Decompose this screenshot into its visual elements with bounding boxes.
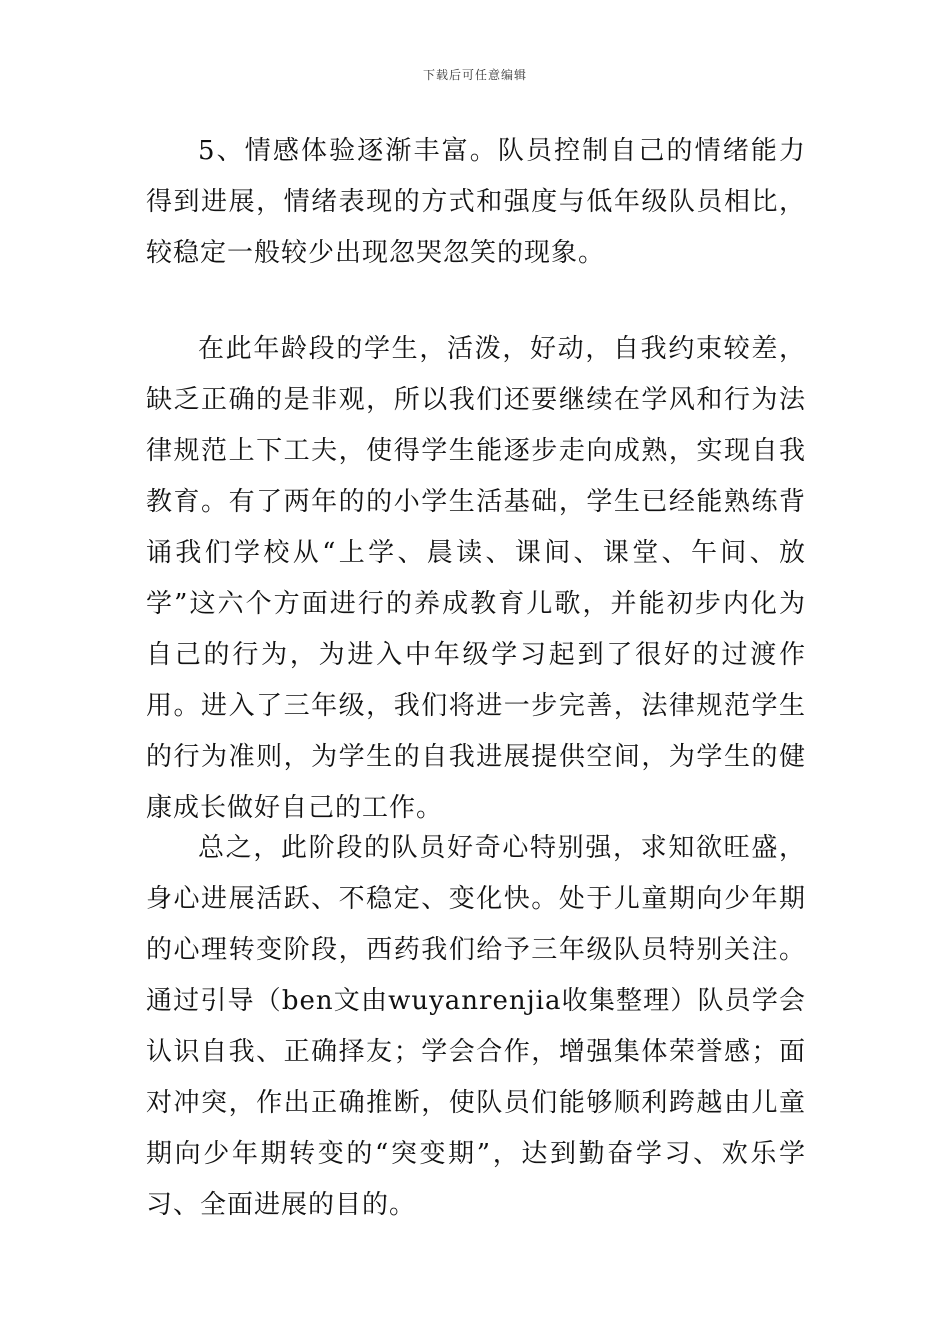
- paragraph-emotional-development: 5、情感体验逐渐丰富。队员控制自己的情绪能力得到进展，情绪表现的方式和强度与低年级队员相比，较稳定一般较少出现忽哭忽笑的现象。: [146, 136, 806, 268]
- paragraph-student-behavior: 在此年龄段的学生，活泼，好动，自我约束较差，缺乏正确的是非观，所以我们还要继续在学风和行为法律规范上下工夫，使得学生能逐步走向成熟，实现自我教育。有了两年的的小学生活基础，学生已经能熟练背诵我们学校从“上学、晨读、课间、课堂、午间、放学”这六个方面进行的养成教育儿歌，并能初步内化为自己的行为，为进入中年级学习起到了很好的过渡作用。进入了三年级，我们将进一步完善，法律规范学生的行为准则，为学生的自我进展提供空间，为学生的健康成长做好自己的工作。: [146, 334, 806, 823]
- paragraph-summary: 总之，此阶段的队员好奇心特别强，求知欲旺盛，身心进展活跃、不稳定、变化快。处于儿童期向少年期的心理转变阶段，西药我们给予三年级队员特别关注。通过引导（ben文由wuyanrenjia收集整理）队员学会认识自我、正确择友；学会合作，增强集体荣誉感；面对冲突，作出正确推断，使队员们能够顺利跨越由儿童期向少年期转变的“突变期”，达到勤奋学习、欢乐学习、全面进展的目的。: [146, 833, 806, 1220]
- page-header-note: 下载后可任意编辑: [422, 68, 527, 82]
